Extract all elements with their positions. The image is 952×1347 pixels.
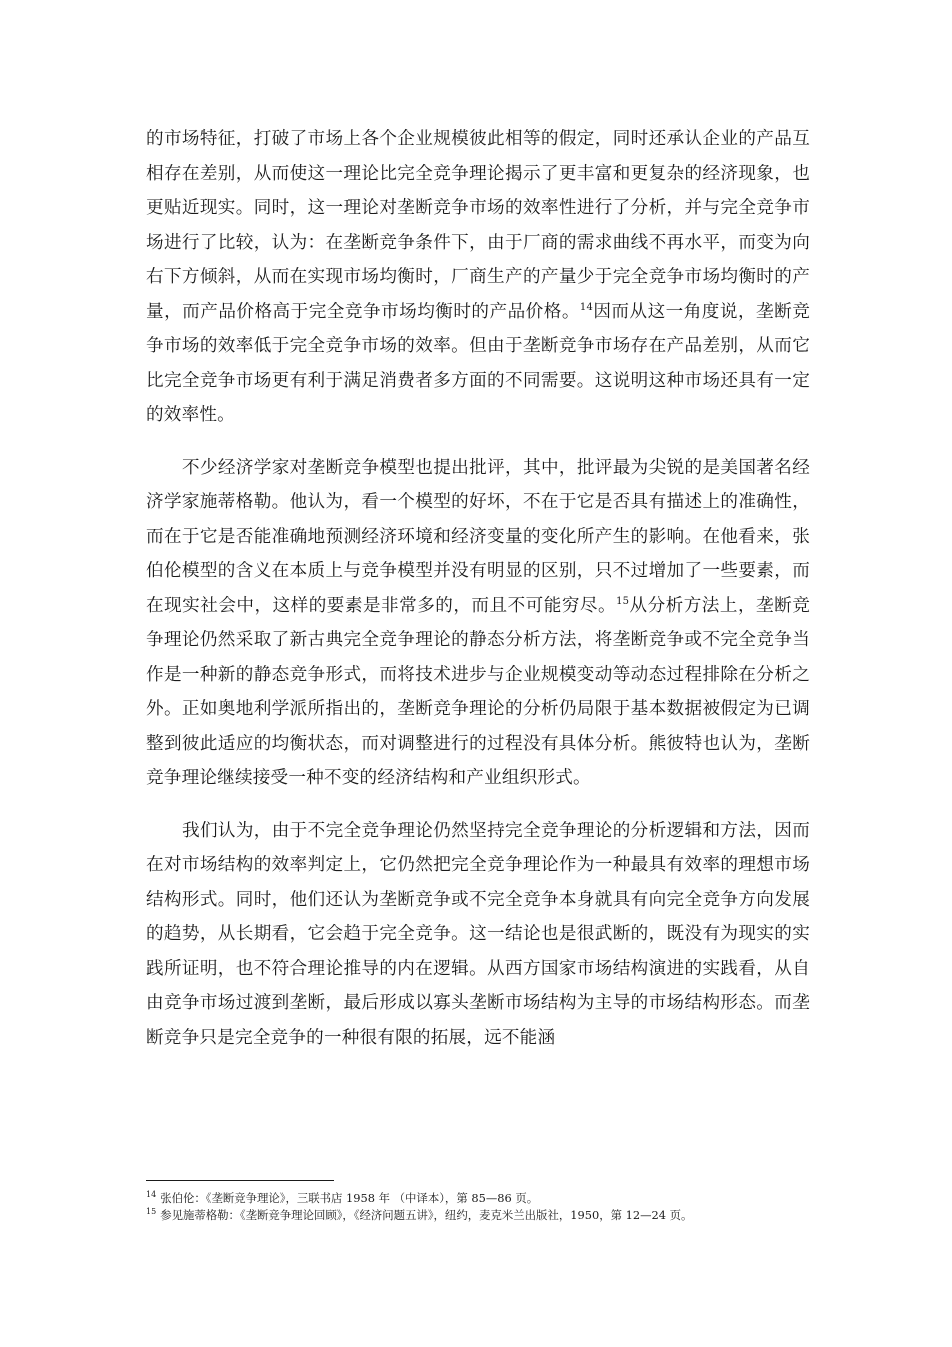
paragraph-1 [146,122,810,433]
paragraph-3 [146,814,810,1056]
footnote-separator [146,1180,334,1181]
footnote-ref-14: 14 [579,301,594,313]
paragraph-2-text-a: 不少经济学家对垄断竞争模型也提出批评，其中，批评最为尖锐的是美国著名经济学家施蒂格勒。他认为，看一个模型的好坏，不在于它是否具有描述上的准确性，而在于它是否能准确地预测经济环境和经济变量的变化所产生的影响。在他看来，张伯伦模型的含义在本质上与竞争模型并没有明显的区别，只不过增加了一些要素，而在现实社会中，这样的要素是非常多的，而且不可能穷尽。 [146,457,810,616]
footnotes [146,1190,826,1224]
footnote-15-number: 15 [146,1207,157,1217]
footnote-14-text: 张伯伦：《垄断竞争理论》，三联书店 1958 年 （中译本），第 85—86 页。 [160,1191,539,1205]
footnote-15-text: 参见施蒂格勒：《垄断竞争理论回顾》，《经济问题五讲》，纽约，麦克米兰出版社，1950，第 12—24 页。 [160,1208,693,1222]
paragraph-1-text-b: 因而从这一角度说，垄断竞争市场的效率低于完全竞争市场的效率。但由于垄断竞争市场存在产品差别，从而它比完全竞争市场更有利于满足消费者多方面的不同需要。这说明这种市场还具有一定的效率性。 [146,301,811,425]
footnote-14 [146,1190,826,1207]
paragraph-3-text: 我们认为，由于不完全竞争理论仍然坚持完全竞争理论的分析逻辑和方法，因而在对市场结构的效率判定上，它仍然把完全竞争理论作为一种最具有效率的理想市场结构形式。同时，他们还认为垄断竞争或不完全竞争本身就具有向完全竞争方向发展的趋势，从长期看，它会趋于完全竞争。这一结论也是很武断的，既没有为现实的实践所证明，也不符合理论推导的内在逻辑。从西方国家市场结构演进的实践看，从自由竞争市场过渡到垄断，最后形成以寡头垄断市场结构为主导的市场结构形态。而垄断竞争只是完全竞争的一种很有限的拓展，远不能涵 [146,820,810,1048]
paragraph-2 [146,451,810,796]
paragraph-1-text-a: 的市场特征，打破了市场上各个企业规模彼此相等的假定，同时还承认企业的产品互相存在差别，从而使这一理论比完全竞争理论揭示了更丰富和更复杂的经济现象，也更贴近现实。同时，这一理论对垄断竞争市场的效率性进行了分析，并与完全竞争市场进行了比较，认为：在垄断竞争条件下，由于厂商的需求曲线不再水平，而变为向右下方倾斜，从而在实现市场均衡时，厂商生产的产量少于完全竞争市场均衡时的产量，而产品价格高于完全竞争市场均衡时的产品价格。 [146,129,810,322]
footnote-15 [146,1207,826,1224]
footnote-14-number: 14 [146,1190,157,1200]
footnote-ref-15: 15 [616,595,630,607]
paragraph-2-text-b: 从分析方法上，垄断竞争理论仍然采取了新古典完全竞争理论的静态分析方法，将垄断竞争或不完全竞争当作是一种新的静态竞争形式，而将技术进步与企业规模变动等动态过程排除在分析之外。正如奥地利学派所指出的，垄断竞争理论的分析仍局限于基本数据被假定为已调整到彼此适应的均衡状态，而对调整进行的过程没有具体分析。熊彼特也认为，垄断竞争理论继续接受一种不变的经济结构和产业组织形式。 [146,595,810,788]
document-body [146,122,810,1055]
